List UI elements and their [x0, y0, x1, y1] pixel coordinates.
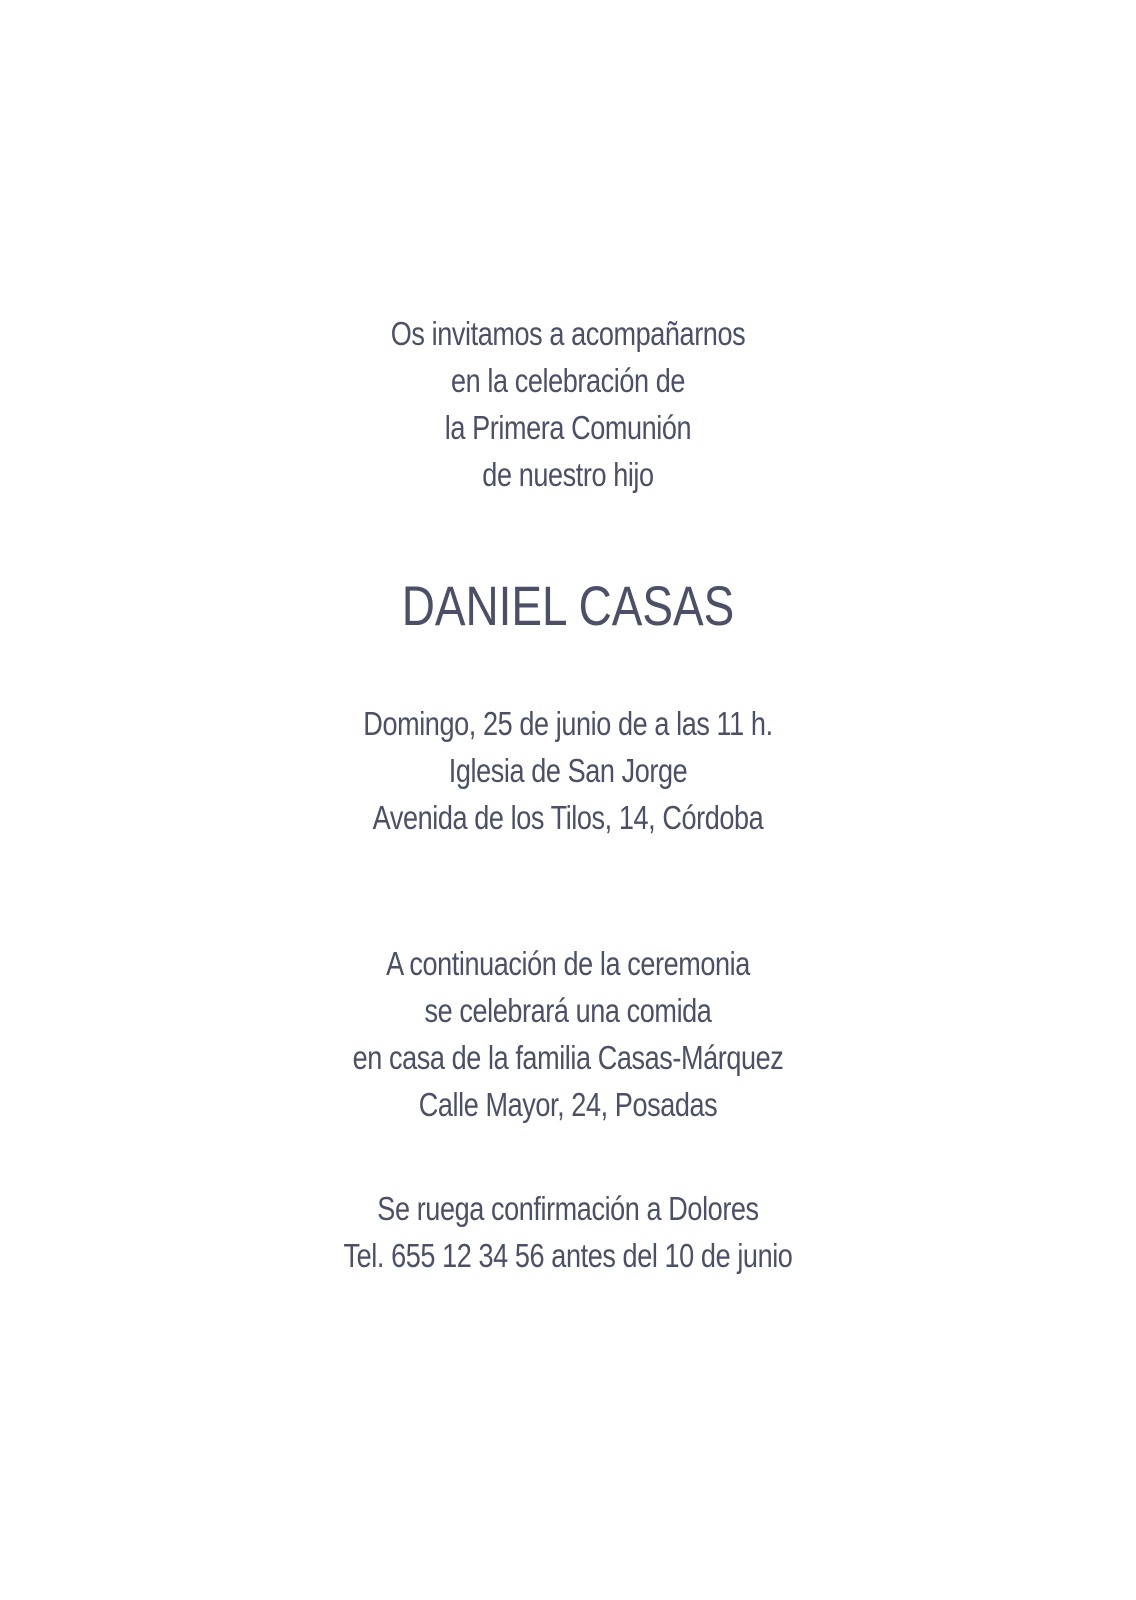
ceremony-address: Avenida de los Tilos, 14, Córdoba	[372, 799, 764, 836]
intro-line: de nuestro hijo	[482, 456, 654, 493]
reception-line: se celebrará una comida	[424, 992, 712, 1029]
reception-address: Calle Mayor, 24, Posadas	[418, 1086, 718, 1123]
reception-details	[0, 940, 1136, 1128]
intro-line: Os invitamos a acompañarnos	[390, 315, 746, 352]
ceremony-date: Domingo, 25 de junio de a las 11 h.	[363, 705, 773, 742]
rsvp-details	[0, 1185, 1136, 1279]
ceremony-details	[0, 700, 1136, 841]
rsvp-line: Se ruega confirmación a Dolores	[377, 1190, 759, 1227]
intro-line: en la celebración de	[450, 362, 686, 399]
honoree-section	[0, 574, 1136, 638]
reception-line: en casa de la familia Casas-Márquez	[352, 1039, 784, 1076]
rsvp-phone: Tel. 655 12 34 56 antes del 10 de junio	[343, 1237, 793, 1274]
ceremony-venue: Iglesia de San Jorge	[448, 752, 688, 789]
intro-text	[0, 310, 1136, 498]
reception-line: A continuación de la ceremonia	[386, 945, 750, 982]
intro-line: la Primera Comunión	[444, 409, 692, 446]
honoree-name: DANIEL CASAS	[401, 574, 735, 637]
